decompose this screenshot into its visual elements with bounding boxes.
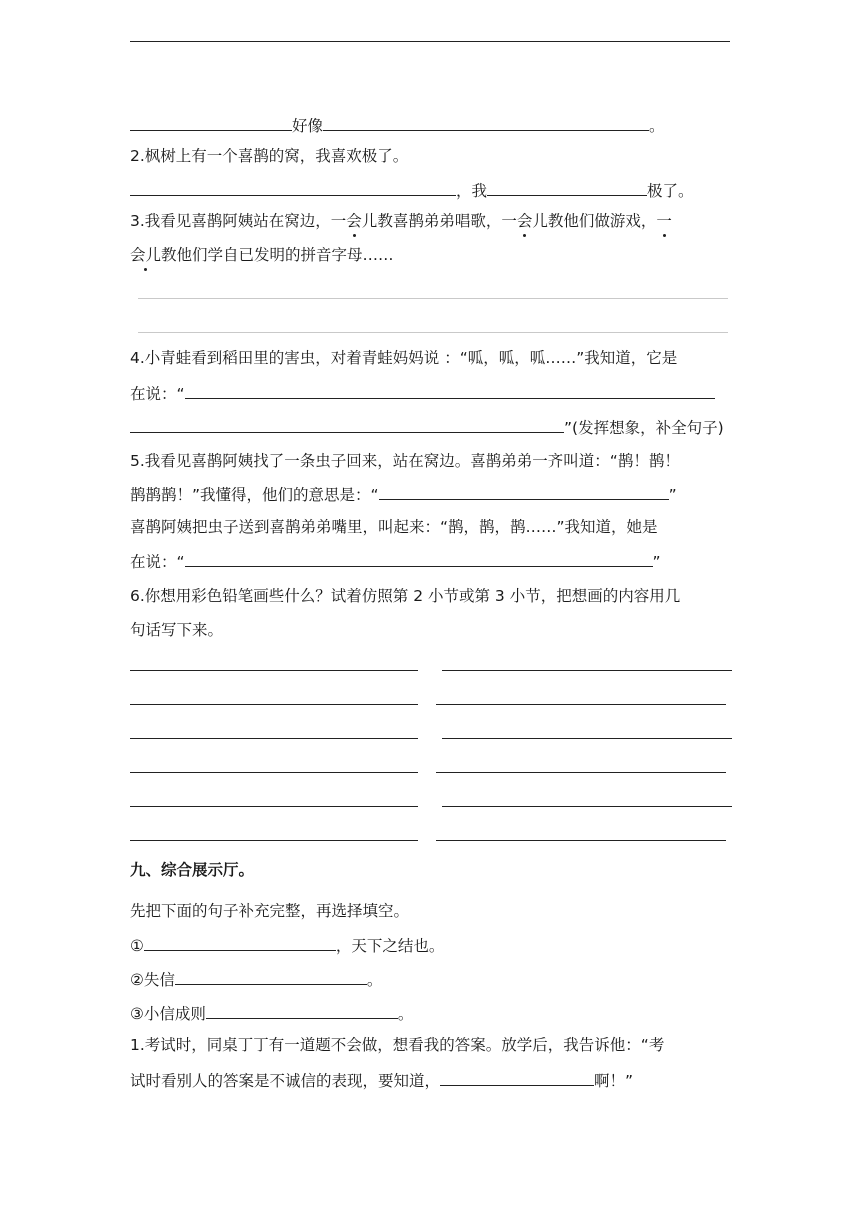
q3-line1: 3.我看见喜鹊阿姨站在窝边，一会儿教喜鹊弟弟唱歌，一会儿教他们做游戏，一	[130, 212, 672, 230]
q5-line3: 喜鹊阿姨把虫子送到喜鹊弟弟嘴里，叫起来：“鹊，鹊，鹊……”我知道，她是	[130, 518, 658, 536]
q6-answer-line[interactable]	[436, 704, 726, 705]
blank[interactable]	[130, 114, 292, 131]
q3-line2: 会儿教他们学自已发明的拼音字母……	[130, 246, 394, 264]
q4-line2: 在说：“	[130, 382, 715, 404]
q6-answer-line[interactable]	[130, 840, 418, 841]
section9-instruction: 先把下面的句子补充完整，再选择填空。	[130, 902, 410, 920]
blank[interactable]	[130, 179, 456, 196]
section9-item1: ① ，天下之结也。	[130, 934, 444, 956]
q6-answer-line[interactable]	[130, 738, 418, 739]
q1-line: 好像 。	[130, 114, 665, 136]
blank[interactable]	[379, 483, 669, 500]
q6-answer-line[interactable]	[130, 806, 418, 807]
top-rule	[130, 41, 730, 42]
q4-line3: ”(发挥想象，补全句子)	[130, 416, 724, 438]
q2-fill-line: ，我 极了。	[130, 179, 694, 201]
blank[interactable]	[130, 416, 564, 433]
section9-item3: ③小信成则 。	[130, 1002, 413, 1024]
q4-line1: 4.小青蛙看到稻田里的害虫，对着青蛙妈妈说 ：“呱，呱，呱……”我知道，它是	[130, 349, 678, 367]
blank[interactable]	[185, 550, 653, 567]
blank[interactable]	[144, 934, 336, 951]
q6-line2: 句话写下来。	[130, 621, 224, 639]
blank[interactable]	[440, 1069, 594, 1086]
section9-title: 九、综合展示厅。	[130, 861, 255, 879]
q5-line4: 在说：“ ”	[130, 550, 661, 572]
q6-answer-line[interactable]	[436, 772, 726, 773]
q6-answer-line[interactable]	[130, 772, 418, 773]
q6-line1: 6.你想用彩色铅笔画些什么？试着仿照第 2 小节或第 3 小节，把想画的内容用几	[130, 587, 681, 605]
q6-answer-line[interactable]	[130, 704, 418, 705]
blank[interactable]	[185, 382, 715, 399]
section9-q1-line1: 1.考试时，同桌丁丁有一道题不会做，想看我的答案。放学后，我告诉他：“考	[130, 1036, 665, 1054]
section9-q1-line2: 试时看别人的答案是不诚信的表现，要知道， 啊！”	[130, 1069, 633, 1091]
q6-answer-line[interactable]	[442, 806, 732, 807]
q3-answer-line[interactable]	[138, 332, 728, 333]
blank[interactable]	[323, 114, 649, 131]
q6-answer-line[interactable]	[130, 670, 418, 671]
q6-answer-line[interactable]	[442, 670, 732, 671]
q3-answer-line[interactable]	[138, 298, 728, 299]
q6-answer-line[interactable]	[442, 738, 732, 739]
blank[interactable]	[206, 1002, 398, 1019]
section9-item2: ②失信 。	[130, 968, 382, 990]
q5-line2: 鹊鹊鹊！”我懂得，他们的意思是：“ ”	[130, 483, 677, 505]
q5-line1: 5.我看见喜鹊阿姨找了一条虫子回来，站在窝边。喜鹊弟弟一齐叫道：“鹊！鹊！	[130, 452, 680, 470]
blank[interactable]	[175, 968, 367, 985]
blank[interactable]	[487, 179, 647, 196]
q6-answer-line[interactable]	[436, 840, 726, 841]
q2-prompt: 2.枫树上有一个喜鹊的窝，我喜欢极了。	[130, 147, 409, 165]
